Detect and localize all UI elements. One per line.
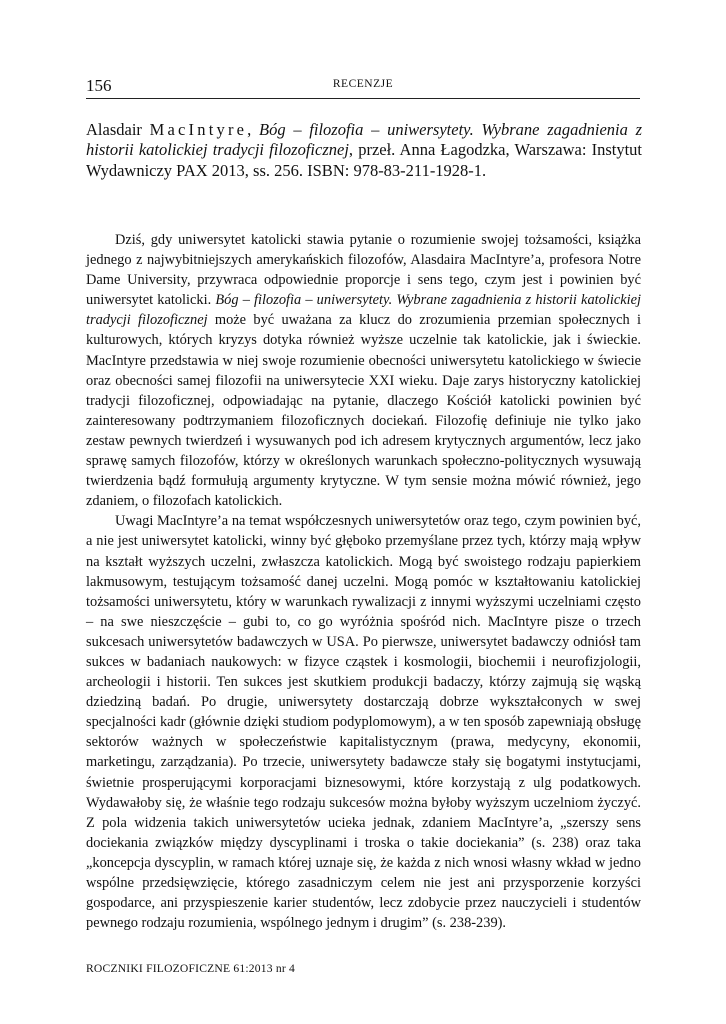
citation-author-first: Alasdair (86, 120, 142, 139)
citation-title: Bóg – filozofia – uniwersytety. Wybrane zagadnienia z historii katolickiej tradycji filozoficznej (86, 120, 643, 160)
book-citation: Alasdair MacIntyre, Bóg – filozofia – uniwersytety. Wybrane zagadnienia z historii katolickiej tradycji filozoficznej, przeł. Anna Łagodzka, Warszawa: Instytut Wydawniczy PAX 2013, ss. 256. ISBN: 978-83-211-1928-1. (86, 120, 643, 180)
paragraph-2: Uwagi MacIntyre’a na temat współczesnych uniwersytetów oraz tego, czym powinien być, a nie jest uniwersytet katolicki, winny być głęboko przemyślane przez tych, którzy mają wpływ na kształt wyższych uczelni, zwłaszcza katolickich. Mogą być swoistego rodzaju papierkiem lakmusowym, testującym tożsamość danej uczelni. Mogą pomóc w kształtowaniu katolickiej tożsamości uniwersytetu, który w warunkach rywalizacji z innymi wyższymi uczelniami często – na swe nieszczęście – gubi to, co go wyróżnia spośród nich. MacIntyre pisze o trzech sukcesach uniwersytetów badawczych w USA. Po pierwsze, uniwersytet badawczy odniósł tam sukces w badaniach naukowych: w fizyce cząstek i kosmologii, biochemii i neurofizjologii, archeologii i historii. Ten sukces jest skutkiem produkcji badaczy, którzy zajmują się wąską dziedziną badań. Po drugie, uniwersytety dostarczają dobrze wykształconych w swej specjalności kadr (głównie dzięki studiom podyplomowym), a w ten sposób zapewniają obsługę sektorów ważnych w społeczeństwie kapitalistycznym (prawa, medycyny, ekonomii, marketingu, zarządzania). Po trzecie, uniwersytety badawcze stały się bogatymi instytucjami, świetnie prosperującymi korporacjami biznesowymi, które korzystają z ulg podatkowych. Wydawałoby się, że właśnie tego rodzaju sukcesów można byłoby wyższym uczelniom życzyć. Z pola widzenia takich uniwersytetów ucieka jednak, zdaniem MacIntyre’a, „szerszy sens dociekania związków między dyscyplinami i troska o takie dociekania” (s. 238) oraz taka „koncepcja dyscyplin, w ramach której uznaje się, że każda z nich wnosi własny wkład w jedno wspólne przedsięwzięcie, którego zasadniczym celem nie jest ani przysporzenie korzyści gospodarce, ani przyspieszenie karier studentów, lecz zdobycie przez nauczycieli i studentów pewnego rodzaju rozumienia, wspólnego jednym i drugim” (s. 238-239). (86, 513, 641, 932)
citation-author-last: MacIntyre (149, 120, 248, 139)
paragraph-1 (86, 230, 641, 511)
page-number: 156 (86, 76, 112, 95)
paragraph-1-book-title: Bóg – filozofia – uniwersytety. Wybrane zagadnienia z historii katolickiej tradycji filozoficznej (86, 292, 641, 329)
paragraph-1-opening: Dziś, gdy uniwersytet katolicki stawia pytanie o rozumienie swojej tożsamości, książka jednego z najwybitniejszych amerykańskich filozofów, Alasdaira MacIntyre’a, profesora Notre Dame University, przywraca odpowiednie proporcje i sens tego, czym jest i powinien być uniwersytet katolicki. (86, 232, 641, 309)
review-body (86, 230, 641, 933)
running-head: RECENZJE (332, 78, 394, 90)
paragraph-1-rest: może być uważana za klucz do zrozumienia przemian społecznych i kulturowych, których kryzys dotyka również wyższe uczelnie tak katolickie, jak i świeckie. MacIntyre przedstawia w niej swoje rozumienie obecności uniwersytetu katolickiego w świecie oraz obecności samej filozofii na uniwersytecie XXI wieku. Daje zarys historyczny katolickiej tradycji filozoficznej, odpowiadając na pytanie, dlaczego Kościół katolicki powinien być zainteresowany podtrzymaniem filozoficznych dociekań. Filozofię definiuje nie tylko jako zestaw pewnych twierdzeń i wysuwanych pod ich adresem krytycznych argumentów, lecz jako sprawę samych filozofów, którzy w określonych warunkach społeczno-politycznych wysuwają twierdzenia bądź formułują argumenty krytyczne. W tym sensie można mówić również, jego zdaniem, o filozofach katolickich. (86, 312, 641, 510)
citation-details: , przeł. Anna Łagodzka, Warszawa: Instytut Wydawniczy PAX 2013, ss. 256. ISBN: 978-83-211-1928-1. (86, 140, 642, 180)
header-rule (86, 98, 640, 99)
journal-footer: ROCZNIKI FILOZOFICZNE 61:2013 nr 4 (86, 962, 296, 975)
